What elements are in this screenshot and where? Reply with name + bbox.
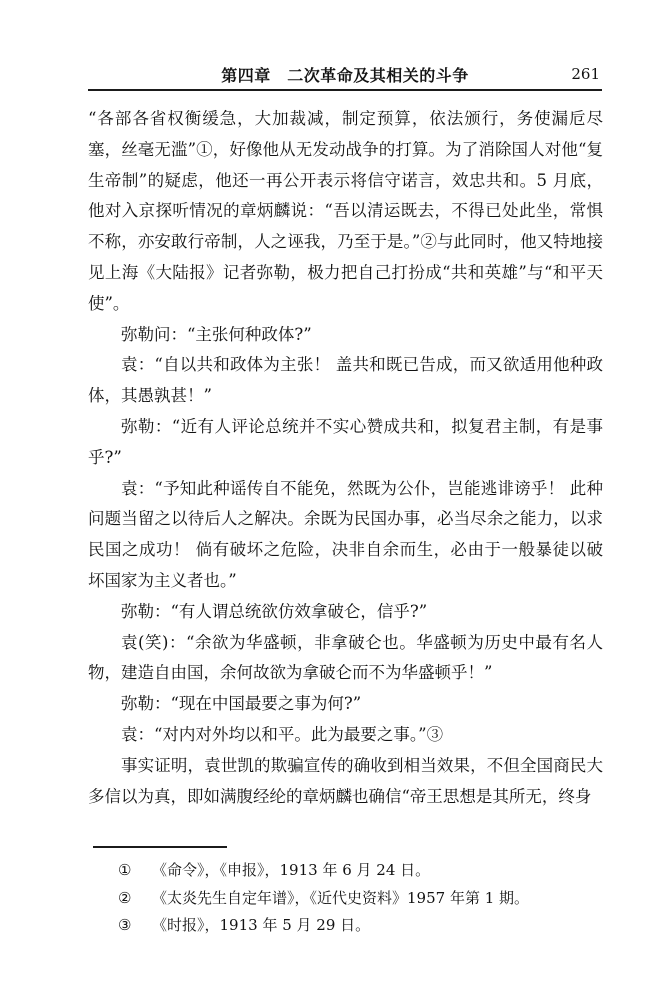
paragraph-dialog: 弥勒：“有人谓总统欲仿效拿破仑，信乎?” [121, 601, 428, 621]
paragraph-dialog: 弥勒：“近有人评论总统并不实心赞成共和，拟复君主制，有是事乎?” [88, 416, 603, 467]
footnote-marker: ② [118, 888, 132, 907]
paragraph-narrative: 事实证明，袁世凯的欺骗宣传的确收到相当效果，不但全国商民大多信以为真，即如满腹经纶的章炳麟也确信“帝王思想是其所无，终身 [88, 755, 603, 806]
paragraph-dialog: 弥勒：“现在中国最要之事为何?” [121, 694, 362, 714]
footnote-marker: ① [118, 861, 132, 879]
page-number: 261 [571, 65, 600, 83]
footnote-item [88, 857, 603, 885]
chapter-title: 第四章 二次革命及其相关的斗争 [221, 66, 469, 85]
footnotes [88, 846, 603, 940]
paragraph-dialog: 袁：“予知此种谣传自不能免，然既为公仆，岂能逃诽谤乎！ 此种问题当留之以待后人之解决。余既为民国办事，必当尽余之能力，以求民国之成功！ 倘有破坏之危险，决非自余而生，必由于一般暴徒以破坏国家为主义者也。” [88, 478, 603, 590]
footnote-text: 《太炎先生自定年谱》，《近代史资料》1957 年第 1 期。 [152, 888, 530, 907]
paragraph-quote-continuation: “各部各省权衡缓急，大加裁减，制定预算，依法颁行，务使漏卮尽塞，丝毫无滥”①，好像他从无发动战争的打算。为了消除国人对他“复生帝制”的疑虑，他还一再公开表示将信守诺言，效忠共和。5 月底，他对入京探听情况的章炳麟说：“吾以清运既去，不得已处此坐，常惧不称，亦安敢行帝制，人之诬我，乃至于是。”②与此同时，他又特地接见上海《大陆报》记者弥勒，极力把自己打扮成“共和英雄”与“和平天使”。 [88, 109, 603, 313]
footnote-item [88, 912, 603, 940]
footnote-text: 《时报》，1913 年 5 月 29 日。 [152, 916, 371, 934]
footnote-item [88, 885, 603, 913]
paragraph-dialog: 袁：“自以共和政体为主张！ 盖共和既已告成，而又欲适用他种政体，其愚孰甚！” [88, 355, 603, 406]
footnote-marker: ③ [118, 916, 132, 934]
footnote-separator [93, 846, 227, 848]
paragraph-dialog: 弥勒问：“主张何种政体?” [121, 324, 312, 344]
running-header [88, 61, 602, 91]
paragraph-dialog: 袁(笑)：“余欲为华盛顿，非拿破仑也。华盛顿为历史中最有名人物，建造自由国，余何故欲为拿破仑而不为华盛顿乎！” [88, 632, 603, 683]
paragraph-dialog: 袁：“对内对外均以和平。此为最要之事。”③ [121, 724, 444, 744]
footnote-text: 《命令》，《申报》，1913 年 6 月 24 日。 [152, 861, 431, 879]
body-text [88, 104, 603, 812]
